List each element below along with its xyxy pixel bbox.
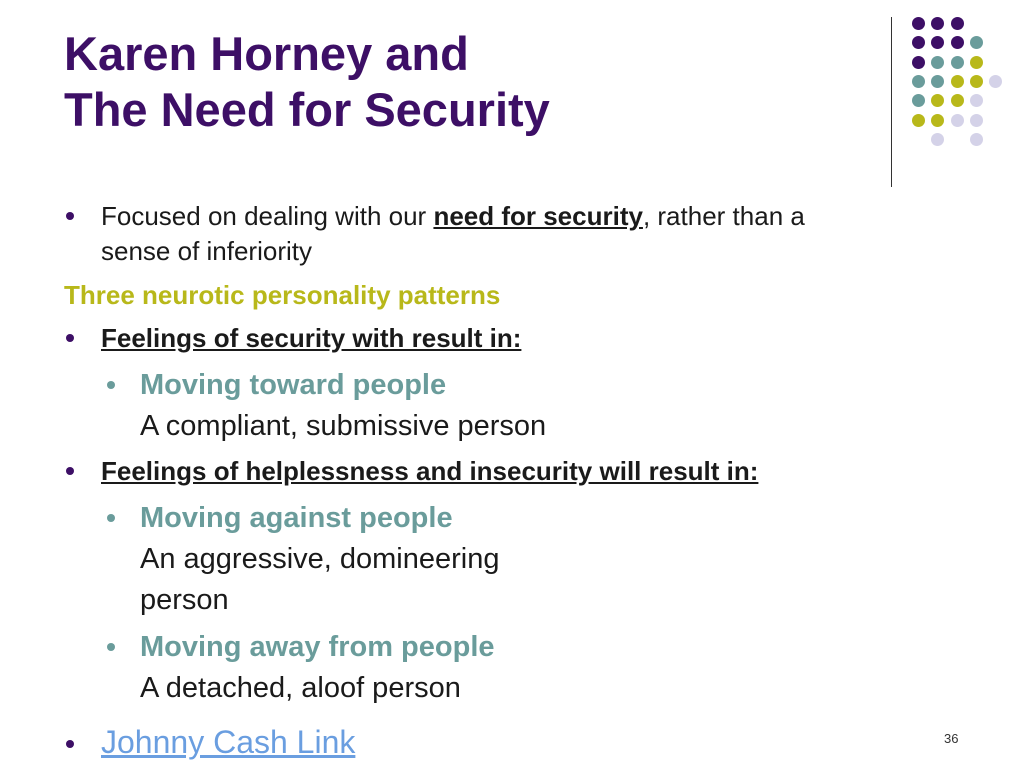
sub-2-description-line-2: person bbox=[140, 584, 229, 616]
bullet-dot bbox=[66, 467, 74, 475]
decorative-dot bbox=[912, 114, 925, 127]
decorative-dot bbox=[931, 114, 944, 127]
decorative-dot bbox=[970, 114, 983, 127]
decorative-dot bbox=[912, 56, 925, 69]
decorative-dot bbox=[970, 75, 983, 88]
title-line-1: Karen Horney and bbox=[64, 27, 469, 80]
decorative-dot bbox=[951, 17, 964, 30]
decorative-dot bbox=[931, 94, 944, 107]
sub-2-description-line-1: An aggressive, domineering bbox=[140, 543, 500, 575]
decorative-dot bbox=[951, 56, 964, 69]
decorative-dot bbox=[970, 94, 983, 107]
bullet-1-text bbox=[101, 199, 805, 233]
slide-title bbox=[64, 26, 550, 138]
title-line-2: The Need for Security bbox=[64, 83, 550, 136]
sub-1-description: A compliant, submissive person bbox=[140, 410, 547, 442]
decorative-dot bbox=[931, 17, 944, 30]
decorative-dot bbox=[970, 56, 983, 69]
decorative-dot bbox=[931, 36, 944, 49]
johnny-cash-link[interactable]: Johnny Cash Link bbox=[101, 724, 356, 760]
decorative-dot bbox=[912, 36, 925, 49]
decorative-dot bbox=[931, 56, 944, 69]
bullet-1-emphasis: need for security bbox=[433, 201, 643, 231]
decorative-dot bbox=[912, 75, 925, 88]
bullet-dot bbox=[66, 334, 74, 342]
sub-2-title: Moving against people bbox=[140, 502, 453, 534]
sub-bullet-dot bbox=[107, 514, 115, 522]
decorative-dot bbox=[951, 94, 964, 107]
bullet-3-text: Feelings of helplessness and insecurity will result in: bbox=[101, 456, 759, 486]
patterns-heading: Three neurotic personality patterns bbox=[64, 280, 501, 310]
decorative-dot bbox=[989, 75, 1002, 88]
decorative-dot bbox=[931, 133, 944, 146]
decorative-dot bbox=[970, 36, 983, 49]
bullet-1-prefix: Focused on dealing with our bbox=[101, 201, 434, 231]
decorative-dot bbox=[951, 36, 964, 49]
decorative-dot bbox=[951, 75, 964, 88]
bullet-dot bbox=[66, 212, 74, 220]
decorative-dot bbox=[912, 94, 925, 107]
sub-3-title: Moving away from people bbox=[140, 631, 495, 663]
page-number: 36 bbox=[944, 731, 959, 746]
sub-3-description: A detached, aloof person bbox=[140, 672, 461, 704]
bullet-1-line-2: sense of inferiority bbox=[101, 236, 312, 266]
bullet-1-suffix: , rather than a bbox=[642, 201, 805, 231]
decorative-dot bbox=[912, 17, 925, 30]
decorative-dot bbox=[951, 114, 964, 127]
decorative-dot bbox=[931, 75, 944, 88]
sub-bullet-dot bbox=[107, 643, 115, 651]
sub-bullet-dot bbox=[107, 381, 115, 389]
divider-line bbox=[891, 17, 892, 187]
bullet-dot bbox=[66, 740, 74, 748]
decorative-dot bbox=[970, 133, 983, 146]
sub-1-title: Moving toward people bbox=[140, 369, 447, 401]
bullet-2-text: Feelings of security with result in: bbox=[101, 323, 522, 353]
